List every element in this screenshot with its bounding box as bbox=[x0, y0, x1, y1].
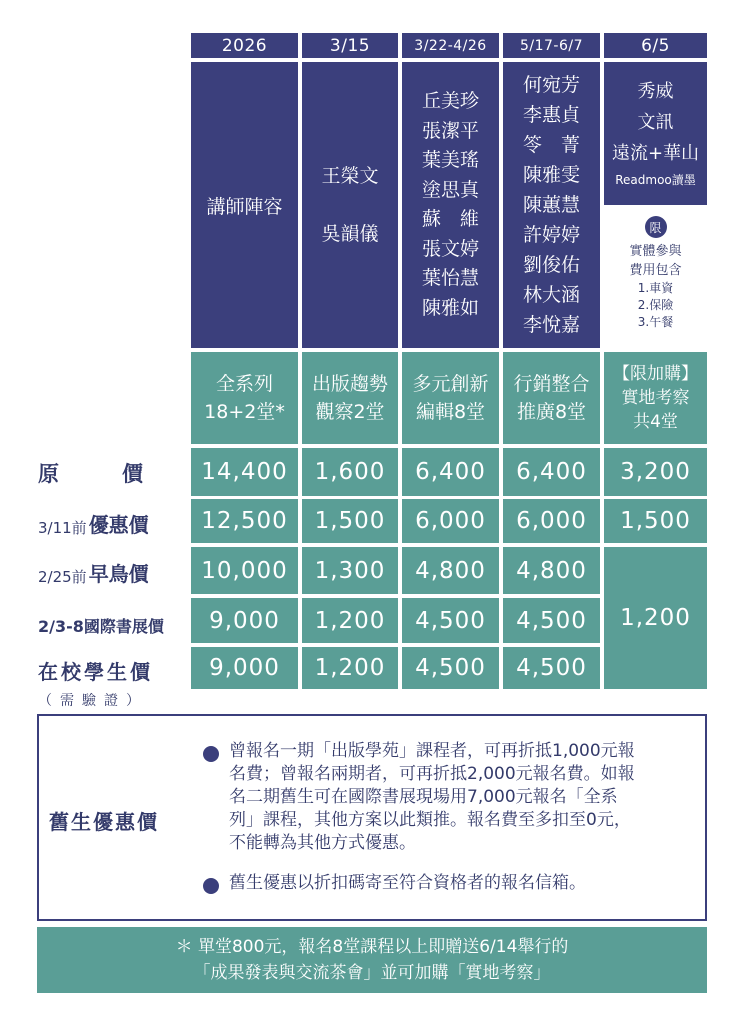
price-cell: 4,500 bbox=[503, 598, 600, 643]
bullet-icon bbox=[203, 878, 219, 894]
instructor-name: 笭 菁 bbox=[522, 134, 580, 156]
instructor-name: 張潔平 bbox=[421, 119, 479, 142]
alumni-bullet-2: 舊生優惠以折扣碼寄至符合資格者的報名信箱。 bbox=[229, 873, 586, 893]
header-date-1: 3/15 bbox=[302, 33, 398, 58]
partner-name: Readmoo讀墨 bbox=[615, 173, 696, 187]
instructor-name: 葉美瑤 bbox=[421, 149, 479, 171]
partner-name: 遠流+華山 bbox=[611, 143, 700, 164]
price-cell: 4,800 bbox=[503, 547, 600, 594]
instructor-name: 蘇 維 bbox=[421, 208, 479, 230]
partner-name: 文訊 bbox=[637, 112, 674, 133]
course-line: 實地考察 bbox=[621, 388, 690, 408]
instructor-name: 陳雅如 bbox=[421, 296, 479, 319]
instructor-name: 丘美珍 bbox=[421, 90, 479, 112]
price-cell-merged: 1,200 bbox=[604, 547, 707, 689]
course-trend bbox=[302, 352, 398, 444]
alumni-text-line: 不能轉為其他方式優惠。 bbox=[229, 833, 416, 853]
price-cell: 4,500 bbox=[402, 647, 499, 689]
limit-note-panel bbox=[604, 212, 707, 348]
instructors-label: 講師陣容 bbox=[191, 62, 298, 348]
course-line: 觀察2堂 bbox=[315, 401, 385, 423]
course-line: 全系列 bbox=[215, 373, 273, 395]
course-line: 行銷整合 bbox=[513, 373, 590, 395]
alumni-discount-box bbox=[37, 714, 707, 921]
limit-badge: 限 bbox=[645, 216, 667, 238]
header-date-2: 3/22-4/26 bbox=[402, 33, 499, 58]
row-label-prefix: 3/11前 bbox=[38, 519, 87, 537]
instructor-name: 李悅嘉 bbox=[522, 314, 580, 336]
instructor-name: 葉怡慧 bbox=[421, 267, 479, 289]
instructor-name: 何宛芳 bbox=[522, 74, 580, 96]
instructor-name: 劉俊佑 bbox=[522, 254, 580, 276]
price-cell: 1,300 bbox=[302, 547, 398, 594]
header-date-3: 5/17-6/7 bbox=[503, 33, 600, 58]
alumni-text-line: 名費；曾報名兩期者，可再折抵2,000元報名費。如報 bbox=[229, 764, 635, 784]
course-field-trip bbox=[604, 352, 707, 444]
price-cell: 1,600 bbox=[302, 448, 398, 496]
instructor-name: 王榮文 bbox=[321, 165, 379, 187]
alumni-title: 舊生優惠價 bbox=[49, 810, 159, 834]
price-cell: 1,200 bbox=[302, 647, 398, 689]
instructors-col-5 bbox=[604, 62, 707, 205]
limit-note-line: 實體參與 bbox=[629, 244, 682, 259]
partner-name: 秀威 bbox=[637, 81, 674, 102]
price-cell: 4,500 bbox=[402, 598, 499, 643]
course-line: 出版趨勢 bbox=[311, 373, 388, 395]
row-label-student: 在校學生價 bbox=[38, 660, 153, 684]
bullet-icon bbox=[203, 746, 219, 762]
instructors-col-4 bbox=[503, 62, 600, 348]
price-cell: 3,200 bbox=[604, 448, 707, 496]
limit-note-line: 2.保險 bbox=[637, 298, 674, 312]
course-line: 【限加購】 bbox=[613, 364, 698, 384]
price-cell: 4,500 bbox=[503, 647, 600, 689]
instructor-name: 塗思真 bbox=[421, 178, 479, 201]
instructor-name: 李惠貞 bbox=[522, 104, 580, 126]
price-cell: 9,000 bbox=[191, 598, 298, 643]
alumni-text-line: 列」課程，其他方案以此類推。報名費至多扣至0元， bbox=[229, 810, 631, 830]
price-cell: 10,000 bbox=[191, 547, 298, 594]
course-marketing bbox=[503, 352, 600, 444]
price-cell: 6,400 bbox=[402, 448, 499, 496]
row-label-main: 早鳥價 bbox=[88, 562, 149, 586]
alumni-bullet-1 bbox=[229, 740, 699, 855]
price-cell: 4,800 bbox=[402, 547, 499, 594]
price-cell: 12,500 bbox=[191, 499, 298, 543]
row-label-main: 優惠價 bbox=[88, 513, 149, 537]
course-line: 共4堂 bbox=[633, 412, 678, 432]
price-cell: 6,000 bbox=[503, 499, 600, 543]
course-line: 多元創新 bbox=[412, 373, 489, 395]
instructor-name: 林大涵 bbox=[522, 284, 580, 306]
price-cell: 9,000 bbox=[191, 647, 298, 689]
header-date-4: 6/5 bbox=[604, 33, 707, 58]
footer-line: 「成果發表與交流茶會」並可加購「實地考察」 bbox=[193, 963, 551, 983]
price-cell: 1,500 bbox=[302, 499, 398, 543]
row-label-early-bird bbox=[38, 557, 149, 587]
instructor-name: 許婷婷 bbox=[522, 224, 580, 246]
row-label-book-fair: 2/3-8國際書展價 bbox=[38, 617, 164, 636]
instructor-name: 張文婷 bbox=[421, 237, 479, 260]
price-cell: 6,400 bbox=[503, 448, 600, 496]
price-cell: 1,200 bbox=[302, 598, 398, 643]
alumni-text-line: 曾報名一期「出版學苑」課程者，可再折抵1,000元報 bbox=[229, 741, 635, 761]
instructor-name: 陳雅雯 bbox=[522, 164, 580, 186]
student-verify-note: （需驗證） bbox=[38, 693, 148, 709]
price-cell: 1,500 bbox=[604, 499, 707, 543]
limit-note-line: 費用包含 bbox=[629, 263, 682, 278]
course-line: 18+2堂* bbox=[204, 401, 285, 423]
instructors-col-2 bbox=[302, 62, 398, 348]
row-label-prefix: 2/25前 bbox=[38, 568, 87, 586]
price-cell: 14,400 bbox=[191, 448, 298, 496]
footer-line: ＊ 單堂800元，報名8堂課程以上即贈送6/14舉行的 bbox=[175, 937, 569, 957]
instructor-name: 吳韻儀 bbox=[321, 223, 379, 245]
limit-note-line: 3.午餐 bbox=[637, 315, 674, 329]
row-label-discount bbox=[38, 508, 149, 538]
price-cell: 6,000 bbox=[402, 499, 499, 543]
alumni-text-line: 名二期舊生可在國際書展現場用7,000元報名「全系 bbox=[229, 787, 618, 807]
course-line: 編輯8堂 bbox=[415, 401, 486, 423]
instructors-col-3 bbox=[402, 62, 499, 348]
row-label-original: 原 價 bbox=[38, 462, 143, 486]
course-line: 推廣8堂 bbox=[516, 401, 587, 423]
course-full-series bbox=[191, 352, 298, 444]
course-editing bbox=[402, 352, 499, 444]
instructor-name: 陳蕙慧 bbox=[522, 194, 580, 216]
footer-note bbox=[37, 927, 707, 993]
limit-note-line: 1.車資 bbox=[637, 281, 674, 295]
header-year: 2026 bbox=[191, 33, 298, 58]
